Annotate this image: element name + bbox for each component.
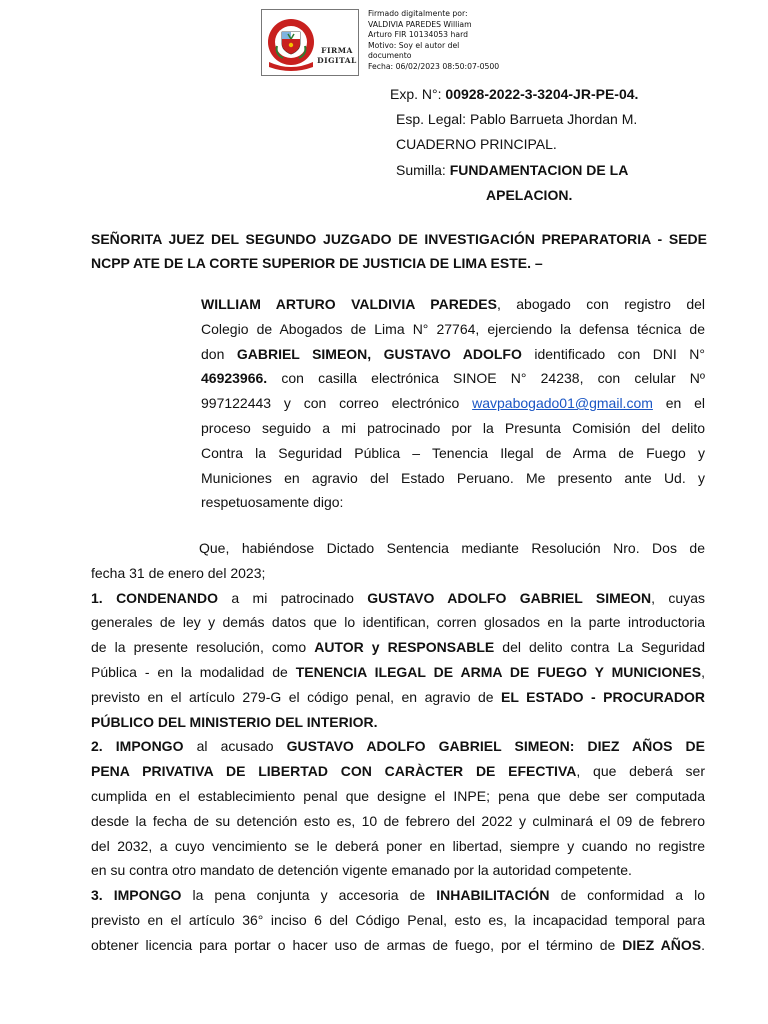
digital-signature-stamp — [261, 9, 359, 76]
email-link[interactable]: wavpabogado01@gmail.com — [472, 395, 653, 412]
body-section: Que, habiéndose Dictado Sentencia mediante Resolución Nro. Dos de fecha 31 de enero del 2023; 1. CONDENANDO a mi patrocinado GUSTAVO ADOLFO GABRIEL SIMEON, cuyas generales de ley y demás datos que lo identifican, corren glosados en la parte introductoria de la presente resolución, como AUTOR y RESPONSABLE del delito contra La Seguridad Pública - en la modalidad de TENENCIA ILEGAL DE ARMA DE FUEGO Y MUNICIONES, previsto en el artículo 279-G el código penal, en agravio de EL ESTADO - PROCURADOR PÚBLICO DEL MINISTERIO DEL INTERIOR. 2. IMPONGO al acusado GUSTAVO ADOLFO GABRIEL SIMEON: DIEZ AÑOS DE PENA PRIVATIVA DE LIBERTAD CON CARÀCTER DE EFECTIVA, que deberá ser cumplida en el establecimiento penal que designe el INPE; pena que debe ser computada desde la fecha de su detención esto es, 10 de febrero del 2022 y culminará el 09 de febrero del 2032, a cuyo vencimiento se le deberá poner en libertad, siempre y cuando no registre en su contra otro mandato de detención vigente emanado por la autoridad competente. 3. IMPONGO la pena conjunta y accesoria de INHABILITACIÓN de conformidad a lo previsto en el artículo 36° inciso 6 del Código Penal, esto es, la incapacidad temporal para obtener licencia para portar o hacer uso de armas de fuego, por el término de DIEZ AÑOS. — [91, 536, 705, 958]
item-2: 2. IMPONGO al acusado GUSTAVO ADOLFO GABRIEL SIMEON: DIEZ AÑOS DE — [91, 738, 705, 755]
legal-specialist: Esp. Legal: Pablo Barrueta Jhordan M. — [396, 111, 638, 127]
signature-info: Firmado digitalmente por: VALDIVIA PAREDES William Arturo FIR 10134053 hard Motivo: Soy el autor del documento Fecha: 06/02/2023 08:50:07-0500 — [368, 9, 500, 71]
firma-digital-label: FIRMA DIGITAL — [317, 46, 357, 65]
que-paragraph: Que, habiéndose Dictado Sentencia mediante Resolución Nro. Dos de — [199, 540, 705, 556]
sumilla: Sumilla: FUNDAMENTACION DE LA — [396, 162, 629, 178]
cuaderno: CUADERNO PRINCIPAL. — [396, 136, 557, 152]
intro-paragraph: WILLIAM ARTURO VALDIVIA PAREDES, abogado con registro del Colegio de Abogados de Lima N° 27764, ejerciendo la defensa técnica de don GABRIEL SIMEON, GUSTAVO ADOLFO identificado con DNI N° 46923966. con casilla electrónica SINOE N° 24238, con celular Nº 997122443 y con correo electrónico wavpabogado01@gmail.com en el proceso seguido a mi patrocinado por la Presunta Comisión del delito Contra la Seguridad Pública – Tenencia Ilegal de Arma de Fuego y Municiones en agravio del Estado Peruano. Me presento ante Ud. y respetuosamente digo: — [201, 296, 706, 511]
addressee-heading: SEÑORITA JUEZ DEL SEGUNDO JUZGADO DE INVESTIGACIÓN PREPARATORIA - SEDE NCPP ATE DE LA CORTE SUPERIOR DE JUSTICIA DE LIMA ESTE. – — [91, 231, 707, 271]
case-number: Exp. N°: 00928-2022-3-3204-JR-PE-04. — [390, 86, 639, 102]
item-3: 3. IMPONGO la pena conjunta y accesoria de INHABILITACIÓN de conformidad a lo — [91, 887, 706, 904]
peru-coat-of-arms-icon — [265, 12, 317, 74]
item-1: 1. CONDENANDO a mi patrocinado GUSTAVO ADOLFO GABRIEL SIMEON, cuyas — [91, 589, 705, 606]
sumilla-continued: APELACION. — [486, 187, 573, 203]
